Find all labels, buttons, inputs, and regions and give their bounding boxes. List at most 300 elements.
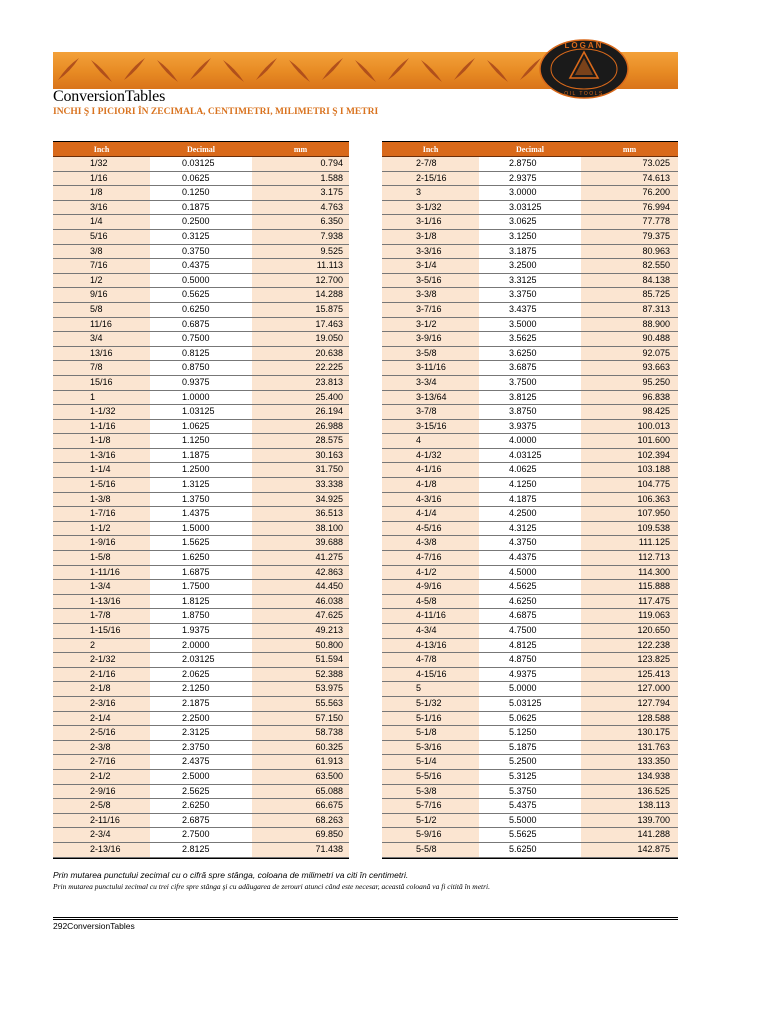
- cell-inch: 1/8: [53, 186, 150, 200]
- diamond-plate-tread: [355, 60, 376, 82]
- cell-inch: 1-5/16: [53, 478, 150, 492]
- table-row: [382, 493, 678, 508]
- cell-decimal: 3.3125: [479, 274, 581, 288]
- table-row: [382, 391, 678, 406]
- cell-decimal: 2.6250: [150, 799, 252, 813]
- table-row: [53, 624, 349, 639]
- cell-inch: 2-15/16: [382, 172, 479, 186]
- cell-mm: 50.800: [252, 639, 349, 653]
- cell-decimal: 3.8125: [479, 391, 581, 405]
- cell-mm: 88.900: [581, 318, 678, 332]
- cell-mm: 115.888: [581, 580, 678, 594]
- cell-inch: 1/32: [53, 157, 150, 171]
- cell-inch: 1: [53, 391, 150, 405]
- cell-mm: 26.988: [252, 420, 349, 434]
- cell-mm: 4.763: [252, 201, 349, 215]
- table-row: [382, 288, 678, 303]
- cell-mm: 106.363: [581, 493, 678, 507]
- cell-mm: 28.575: [252, 434, 349, 448]
- cell-mm: 38.100: [252, 522, 349, 536]
- table-row: [53, 420, 349, 435]
- table-row: [53, 347, 349, 362]
- cell-inch: 3: [382, 186, 479, 200]
- table-row: [53, 682, 349, 697]
- table-row: [53, 741, 349, 756]
- table-row: [53, 318, 349, 333]
- cell-mm: 128.588: [581, 712, 678, 726]
- cell-mm: 130.175: [581, 726, 678, 740]
- cell-mm: 42.863: [252, 566, 349, 580]
- diamond-plate-tread: [388, 58, 409, 80]
- cell-inch: 2-1/2: [53, 770, 150, 784]
- cell-decimal: 4.1875: [479, 493, 581, 507]
- cell-inch: 5-1/8: [382, 726, 479, 740]
- table-row: [382, 785, 678, 800]
- table-row: [53, 463, 349, 478]
- table-row: [382, 639, 678, 654]
- cell-inch: 5-1/16: [382, 712, 479, 726]
- cell-mm: 77.778: [581, 215, 678, 229]
- cell-decimal: 2.9375: [479, 172, 581, 186]
- cell-decimal: 1.5000: [150, 522, 252, 536]
- cell-mm: 41.275: [252, 551, 349, 565]
- cell-mm: 90.488: [581, 332, 678, 346]
- column-header-decimal: Decimal: [187, 144, 215, 154]
- table-row: [382, 522, 678, 537]
- cell-decimal: 2.6875: [150, 814, 252, 828]
- table-row: [53, 785, 349, 800]
- cell-decimal: 0.8750: [150, 361, 252, 375]
- table-row: [53, 434, 349, 449]
- cell-inch: 4: [382, 434, 479, 448]
- cell-mm: 52.388: [252, 668, 349, 682]
- table-row: [382, 434, 678, 449]
- cell-decimal: 3.3750: [479, 288, 581, 302]
- cell-decimal: 3.0625: [479, 215, 581, 229]
- table-row: [53, 507, 349, 522]
- table-row: [382, 405, 678, 420]
- footer-divider: [53, 919, 678, 920]
- cell-mm: 69.850: [252, 828, 349, 842]
- table-row: [53, 303, 349, 318]
- cell-mm: 73.025: [581, 157, 678, 171]
- cell-decimal: 0.8125: [150, 347, 252, 361]
- table-row: [382, 361, 678, 376]
- cell-mm: 119.063: [581, 609, 678, 623]
- cell-inch: 5/8: [53, 303, 150, 317]
- column-header-decimal: Decimal: [516, 144, 544, 154]
- cell-decimal: 5.0000: [479, 682, 581, 696]
- cell-decimal: 2.5625: [150, 785, 252, 799]
- cell-inch: 3-3/16: [382, 245, 479, 259]
- table-row: [53, 361, 349, 376]
- cell-decimal: 3.5000: [479, 318, 581, 332]
- column-header-inch: Inch: [422, 144, 439, 154]
- cell-inch: 3-5/8: [382, 347, 479, 361]
- cell-mm: 131.763: [581, 741, 678, 755]
- table-row: [382, 201, 678, 216]
- table-row: [53, 551, 349, 566]
- diamond-plate-tread: [421, 60, 442, 82]
- cell-decimal: 3.03125: [479, 201, 581, 215]
- cell-decimal: 2.8750: [479, 157, 581, 171]
- cell-inch: 4-3/4: [382, 624, 479, 638]
- cell-inch: 1/16: [53, 172, 150, 186]
- diamond-plate-tread: [454, 58, 475, 80]
- cell-decimal: 3.6875: [479, 361, 581, 375]
- diamond-plate-tread: [58, 58, 79, 80]
- table-row: [382, 726, 678, 741]
- cell-mm: 127.794: [581, 697, 678, 711]
- cell-mm: 123.825: [581, 653, 678, 667]
- cell-inch: 4-9/16: [382, 580, 479, 594]
- cell-decimal: 4.2500: [479, 507, 581, 521]
- diamond-plate-tread: [124, 58, 145, 80]
- note-meters: Prin mutarea punctului zecimal cu trei cifre spre stânga şi cu adăugarea de zerouri atunci când este necesar, această coloană va fi citită în metri.: [53, 882, 491, 891]
- cell-decimal: 3.7500: [479, 376, 581, 390]
- table-row: [382, 551, 678, 566]
- cell-decimal: 2.3750: [150, 741, 252, 755]
- table-bottom-rule: [53, 858, 349, 859]
- cell-mm: 44.450: [252, 580, 349, 594]
- cell-decimal: 1.1250: [150, 434, 252, 448]
- table-row: [382, 536, 678, 551]
- table-row: [382, 172, 678, 187]
- cell-mm: 74.613: [581, 172, 678, 186]
- cell-mm: 112.713: [581, 551, 678, 565]
- table-row: [382, 186, 678, 201]
- table-row: [382, 799, 678, 814]
- cell-mm: 71.438: [252, 843, 349, 857]
- cell-inch: 3-1/8: [382, 230, 479, 244]
- table-row: [382, 230, 678, 245]
- cell-decimal: 0.5000: [150, 274, 252, 288]
- table-row: [53, 712, 349, 727]
- cell-decimal: 1.3750: [150, 493, 252, 507]
- cell-mm: 30.163: [252, 449, 349, 463]
- cell-decimal: 4.5000: [479, 566, 581, 580]
- table-row: [382, 259, 678, 274]
- cell-mm: 31.750: [252, 463, 349, 477]
- cell-mm: 98.425: [581, 405, 678, 419]
- cell-decimal: 0.6250: [150, 303, 252, 317]
- table-row: [53, 230, 349, 245]
- cell-inch: 4-5/16: [382, 522, 479, 536]
- cell-mm: 133.350: [581, 755, 678, 769]
- cell-inch: 3-5/16: [382, 274, 479, 288]
- cell-decimal: 2.1875: [150, 697, 252, 711]
- cell-decimal: 5.0625: [479, 712, 581, 726]
- table-bottom-rule: [382, 858, 678, 859]
- cell-decimal: 2.03125: [150, 653, 252, 667]
- cell-mm: 61.913: [252, 755, 349, 769]
- cell-inch: 5-3/16: [382, 741, 479, 755]
- cell-decimal: 0.3125: [150, 230, 252, 244]
- cell-decimal: 4.8750: [479, 653, 581, 667]
- cell-inch: 1-3/8: [53, 493, 150, 507]
- table-row: [53, 478, 349, 493]
- cell-mm: 25.400: [252, 391, 349, 405]
- cell-decimal: 4.3750: [479, 536, 581, 550]
- cell-inch: 5-3/8: [382, 785, 479, 799]
- cell-inch: 2-7/8: [382, 157, 479, 171]
- cell-decimal: 4.6250: [479, 595, 581, 609]
- cell-inch: 1-3/16: [53, 449, 150, 463]
- cell-decimal: 0.0625: [150, 172, 252, 186]
- cell-mm: 92.075: [581, 347, 678, 361]
- cell-mm: 39.688: [252, 536, 349, 550]
- cell-inch: 2-7/16: [53, 755, 150, 769]
- cell-mm: 136.525: [581, 785, 678, 799]
- cell-mm: 46.038: [252, 595, 349, 609]
- diamond-plate-tread: [157, 60, 178, 82]
- cell-decimal: 3.8750: [479, 405, 581, 419]
- table-row: [382, 624, 678, 639]
- cell-mm: 26.194: [252, 405, 349, 419]
- cell-decimal: 3.6250: [479, 347, 581, 361]
- cell-mm: 82.550: [581, 259, 678, 273]
- conversion-table-left: [53, 141, 349, 859]
- cell-decimal: 5.3750: [479, 785, 581, 799]
- cell-inch: 4-13/16: [382, 639, 479, 653]
- cell-inch: 3-1/32: [382, 201, 479, 215]
- cell-inch: 5-1/32: [382, 697, 479, 711]
- page-title: ConversionTables: [53, 88, 166, 105]
- cell-decimal: 2.8125: [150, 843, 252, 857]
- table-row: [382, 347, 678, 362]
- table-row: [382, 318, 678, 333]
- cell-decimal: 0.7500: [150, 332, 252, 346]
- table-row: [53, 580, 349, 595]
- table-row: [53, 172, 349, 187]
- cell-inch: 1/2: [53, 274, 150, 288]
- cell-decimal: 0.5625: [150, 288, 252, 302]
- cell-decimal: 0.03125: [150, 157, 252, 171]
- table-row: [382, 741, 678, 756]
- cell-inch: 2-11/16: [53, 814, 150, 828]
- cell-mm: 127.000: [581, 682, 678, 696]
- cell-mm: 23.813: [252, 376, 349, 390]
- cell-inch: 3-1/16: [382, 215, 479, 229]
- diamond-plate-tread: [487, 60, 508, 82]
- conversion-table-right: [382, 141, 678, 859]
- cell-decimal: 4.1250: [479, 478, 581, 492]
- cell-inch: 5-5/8: [382, 843, 479, 857]
- table-row: [382, 595, 678, 610]
- table-row: [382, 843, 678, 858]
- column-header-mm: mm: [622, 144, 637, 154]
- cell-decimal: 4.03125: [479, 449, 581, 463]
- cell-inch: 5-9/16: [382, 828, 479, 842]
- table-row: [382, 245, 678, 260]
- cell-decimal: 1.03125: [150, 405, 252, 419]
- diamond-plate-tread: [289, 60, 310, 82]
- cell-inch: 3-13/64: [382, 391, 479, 405]
- cell-mm: 109.538: [581, 522, 678, 536]
- cell-decimal: 5.6250: [479, 843, 581, 857]
- table-row: [382, 653, 678, 668]
- cell-decimal: 1.2500: [150, 463, 252, 477]
- cell-decimal: 1.1875: [150, 449, 252, 463]
- cell-mm: 53.975: [252, 682, 349, 696]
- cell-mm: 60.325: [252, 741, 349, 755]
- cell-decimal: 3.9375: [479, 420, 581, 434]
- cell-inch: 1-3/4: [53, 580, 150, 594]
- cell-mm: 79.375: [581, 230, 678, 244]
- cell-inch: 3-3/8: [382, 288, 479, 302]
- cell-inch: 3-7/16: [382, 303, 479, 317]
- cell-decimal: 4.4375: [479, 551, 581, 565]
- table-row: [382, 609, 678, 624]
- cell-inch: 3/16: [53, 201, 150, 215]
- cell-mm: 84.138: [581, 274, 678, 288]
- table-row: [53, 843, 349, 858]
- table-row: [382, 580, 678, 595]
- cell-inch: 1-11/16: [53, 566, 150, 580]
- cell-inch: 4-1/2: [382, 566, 479, 580]
- cell-mm: 76.994: [581, 201, 678, 215]
- table-row: [382, 770, 678, 785]
- cell-decimal: 1.7500: [150, 580, 252, 594]
- cell-decimal: 5.1250: [479, 726, 581, 740]
- cell-decimal: 0.3750: [150, 245, 252, 259]
- cell-mm: 63.500: [252, 770, 349, 784]
- cell-decimal: 3.1875: [479, 245, 581, 259]
- table-row: [53, 668, 349, 683]
- cell-mm: 96.838: [581, 391, 678, 405]
- cell-inch: 9/16: [53, 288, 150, 302]
- table-row: [53, 201, 349, 216]
- cell-decimal: 2.0000: [150, 639, 252, 653]
- cell-mm: 47.625: [252, 609, 349, 623]
- table-row: [53, 828, 349, 843]
- cell-mm: 14.288: [252, 288, 349, 302]
- cell-decimal: 2.3125: [150, 726, 252, 740]
- diamond-plate-tread: [190, 58, 211, 80]
- table-row: [53, 755, 349, 770]
- cell-mm: 51.594: [252, 653, 349, 667]
- cell-mm: 34.925: [252, 493, 349, 507]
- cell-mm: 117.475: [581, 595, 678, 609]
- cell-mm: 66.675: [252, 799, 349, 813]
- cell-decimal: 1.4375: [150, 507, 252, 521]
- footer-divider: [53, 917, 678, 918]
- cell-mm: 114.300: [581, 566, 678, 580]
- cell-inch: 4-5/8: [382, 595, 479, 609]
- cell-inch: 4-1/4: [382, 507, 479, 521]
- cell-decimal: 4.3125: [479, 522, 581, 536]
- table-row: [53, 609, 349, 624]
- cell-mm: 76.200: [581, 186, 678, 200]
- table-row: [382, 157, 678, 172]
- cell-decimal: 1.9375: [150, 624, 252, 638]
- cell-decimal: 2.5000: [150, 770, 252, 784]
- cell-mm: 65.088: [252, 785, 349, 799]
- cell-inch: 2-1/32: [53, 653, 150, 667]
- cell-decimal: 3.2500: [479, 259, 581, 273]
- cell-decimal: 4.0000: [479, 434, 581, 448]
- cell-inch: 2-1/4: [53, 712, 150, 726]
- logo-top-text: LOGAN: [564, 41, 604, 50]
- table-header: [382, 142, 678, 157]
- cell-inch: 1-1/8: [53, 434, 150, 448]
- cell-decimal: 0.1250: [150, 186, 252, 200]
- table-row: [53, 697, 349, 712]
- cell-decimal: 2.1250: [150, 682, 252, 696]
- cell-inch: 7/16: [53, 259, 150, 273]
- cell-decimal: 1.8750: [150, 609, 252, 623]
- cell-inch: 5-1/2: [382, 814, 479, 828]
- table-row: [53, 376, 349, 391]
- cell-inch: 4-11/16: [382, 609, 479, 623]
- cell-mm: 120.650: [581, 624, 678, 638]
- table-row: [53, 215, 349, 230]
- cell-mm: 87.313: [581, 303, 678, 317]
- cell-inch: 4-3/8: [382, 536, 479, 550]
- cell-mm: 33.338: [252, 478, 349, 492]
- cell-mm: 93.663: [581, 361, 678, 375]
- cell-inch: 3/8: [53, 245, 150, 259]
- logo-bottom-text: OIL TOOLS: [564, 91, 604, 97]
- cell-inch: 3-9/16: [382, 332, 479, 346]
- cell-decimal: 0.1875: [150, 201, 252, 215]
- table-row: [382, 507, 678, 522]
- cell-mm: 11.113: [252, 259, 349, 273]
- table-row: [53, 595, 349, 610]
- cell-inch: 3/4: [53, 332, 150, 346]
- table-row: [53, 449, 349, 464]
- cell-inch: 15/16: [53, 376, 150, 390]
- table-row: [53, 405, 349, 420]
- cell-inch: 1-5/8: [53, 551, 150, 565]
- cell-inch: 2: [53, 639, 150, 653]
- cell-decimal: 2.4375: [150, 755, 252, 769]
- cell-inch: 1-1/4: [53, 463, 150, 477]
- cell-mm: 139.700: [581, 814, 678, 828]
- cell-inch: 3-11/16: [382, 361, 479, 375]
- cell-mm: 100.013: [581, 420, 678, 434]
- cell-mm: 58.738: [252, 726, 349, 740]
- cell-mm: 142.875: [581, 843, 678, 857]
- note-centimeters: Prin mutarea punctului zecimal cu o cifră spre stânga, coloana de milimetri va citi în centimetri.: [53, 870, 409, 880]
- table-row: [382, 376, 678, 391]
- table-row: [382, 814, 678, 829]
- cell-mm: 0.794: [252, 157, 349, 171]
- cell-decimal: 0.9375: [150, 376, 252, 390]
- cell-inch: 2-5/16: [53, 726, 150, 740]
- cell-inch: 1-1/2: [53, 522, 150, 536]
- cell-inch: 2-3/4: [53, 828, 150, 842]
- cell-inch: 2-3/8: [53, 741, 150, 755]
- cell-mm: 122.238: [581, 639, 678, 653]
- cell-inch: 2-5/8: [53, 799, 150, 813]
- table-row: [53, 274, 349, 289]
- cell-decimal: 4.0625: [479, 463, 581, 477]
- table-row: [53, 639, 349, 654]
- table-row: [53, 332, 349, 347]
- cell-decimal: 5.03125: [479, 697, 581, 711]
- cell-inch: 1-9/16: [53, 536, 150, 550]
- cell-decimal: 4.9375: [479, 668, 581, 682]
- table-header: [53, 142, 349, 157]
- table-row: [53, 186, 349, 201]
- table-row: [382, 712, 678, 727]
- cell-mm: 104.775: [581, 478, 678, 492]
- cell-mm: 95.250: [581, 376, 678, 390]
- cell-mm: 9.525: [252, 245, 349, 259]
- cell-decimal: 4.7500: [479, 624, 581, 638]
- table-row: [382, 566, 678, 581]
